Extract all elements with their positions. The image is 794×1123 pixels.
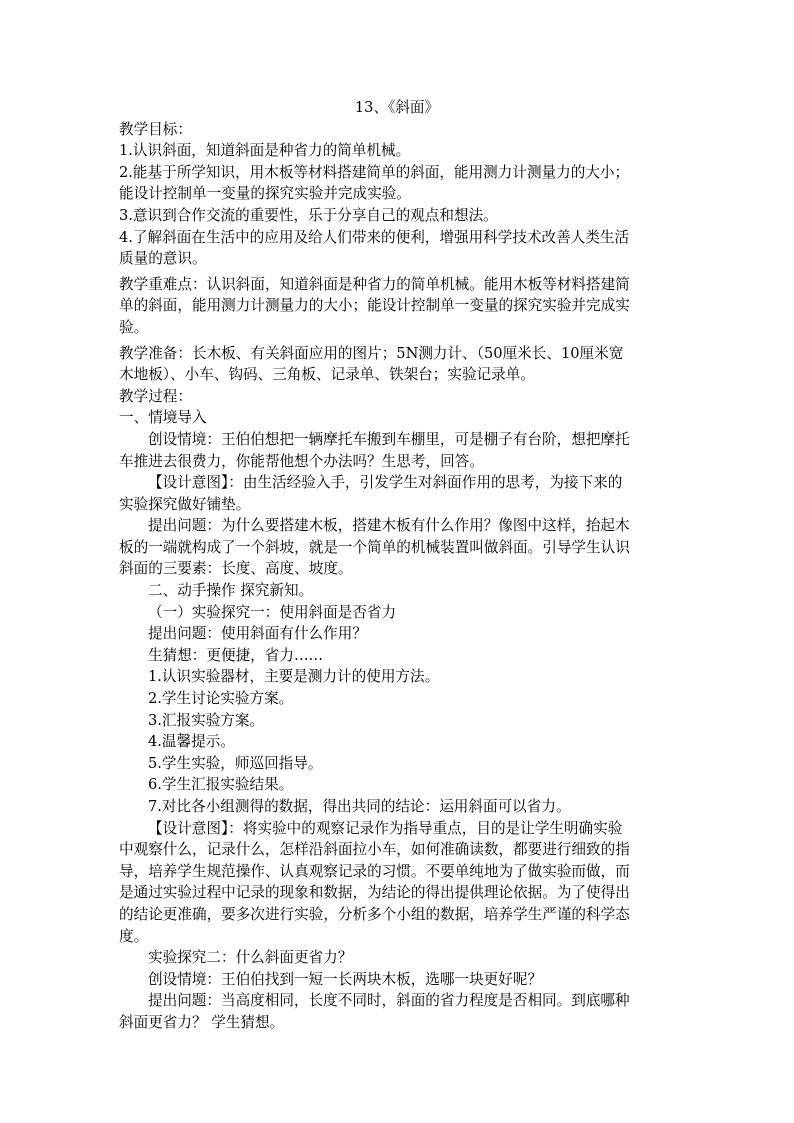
experiment-2-scenario: 创设情境：王伯伯找到一短一长两块木板，选哪一块更好呢？ [148, 970, 543, 988]
section-2-heading: 二、动手操作 探究新知。 [148, 582, 314, 600]
design-intent-2-cont-3: 是通过实验过程中记录的现象和数据，为结论的得出提供理论依据。为了使得出 [119, 884, 630, 902]
key-points-cont-2: 验。 [119, 318, 149, 336]
objective-4: 4.了解斜面在生活中的应用及给人们带来的便利，增强用科学技术改善人类生活 [119, 228, 630, 246]
document-page [119, 97, 675, 1034]
step-6: 6.学生汇报实验结果。 [148, 776, 294, 794]
heading-process: 教学过程： [119, 387, 192, 405]
design-intent-1: 【设计意图】：由生活经验入手，引发学生对斜面作用的思考，为接下来的 [148, 474, 623, 492]
step-4: 4.温馨提示。 [148, 733, 235, 751]
experiment-1-heading: （一）实验探究一：使用斜面是否省力 [148, 603, 397, 621]
design-intent-2-cont-1: 中观察什么，记录什么，怎样沿斜面拉小车，如何准确读数，都要进行细致的指 [119, 841, 630, 859]
preparation: 教学准备：长木板、有关斜面应用的图片；5N测力计、（50厘米长、10厘米宽 [119, 344, 624, 362]
objective-2-cont: 能设计控制单一变量的探究实验并完成实验。 [119, 185, 411, 203]
step-7: 7.对比各小组测得的数据，得出共同的结论：运用斜面可以省力。 [148, 798, 571, 815]
design-intent-1-cont: 实验探究做好铺垫。 [119, 495, 251, 513]
step-1: 1.认识实验器材，主要是测力计的使用方法。 [148, 668, 440, 686]
objective-4-cont: 质量的意识。 [119, 250, 207, 268]
step-2: 2.学生讨论实验方案。 [148, 690, 294, 708]
experiment-1-guess: 生猜想：更便捷，省力…… [148, 646, 324, 664]
document-title: 13、《斜面》 [354, 99, 440, 116]
key-points: 教学重难点：认识斜面，知道斜面是种省力的简单机械。能用木板等材料搭建简 [119, 275, 630, 293]
question-paragraph-cont-1: 板的一端就构成了一个斜坡，就是一个简单的机械装置叫做斜面。引导学生认识 [119, 538, 630, 556]
design-intent-2: 【设计意图】：将实验中的观察记录作为指导重点，目的是让学生明确实验 [148, 819, 623, 837]
step-5: 5.学生实验，师巡回指导。 [148, 754, 323, 772]
key-points-cont-1: 单的斜面，能用测力计测量力的大小；能设计控制单一变量的探究实验并完成实 [119, 297, 630, 315]
question-paragraph-cont-2: 斜面的三要素：长度、高度、坡度。 [119, 560, 353, 578]
section-1-heading: 一、情境导入 [119, 409, 207, 427]
objective-1: 1.认识斜面，知道斜面是种省力的简单机械。 [119, 142, 411, 160]
scenario-paragraph-cont: 车推进去很费力，你能帮他想个办法吗？生思考，回答。 [119, 452, 484, 470]
design-intent-2-cont-4: 的结论更准确，要多次进行实验，分析多个小组的数据，培养学生严谨的科学态 [119, 905, 630, 923]
objective-2: 2.能基于所学知识，用木板等材料搭建简单的斜面，能用测力计测量力的大小； [119, 163, 630, 181]
design-intent-2-cont-2: 导，培养学生规范操作、认真观察记录的习惯。不要单纯地为了做实验而做，而 [119, 862, 630, 880]
step-3: 3.汇报实验方案。 [148, 711, 265, 729]
scenario-paragraph: 创设情境：王伯伯想把一辆摩托车搬到车棚里，可是棚子有台阶，想把摩托 [148, 430, 630, 448]
question-paragraph: 提出问题：为什么要搭建木板，搭建木板有什么作用？像图中这样，抬起木 [148, 517, 630, 535]
experiment-2-heading: 实验探究二：什么斜面更省力？ [148, 949, 353, 967]
objective-3: 3.意识到合作交流的重要性，乐于分享自己的观点和想法。 [119, 206, 498, 224]
experiment-2-question: 提出问题：当高度相同，长度不同时，斜面的省力程度是否相同。到底哪种 [148, 992, 630, 1010]
experiment-1-question: 提出问题：使用斜面有什么作用？ [148, 625, 367, 643]
heading-objectives: 教学目标： [119, 120, 192, 138]
preparation-cont: 木地板）、小车、钩码、三角板、记录单、铁架台；实验记录单。 [119, 366, 535, 384]
experiment-2-question-cont: 斜面更省力？ 学生猜想。 [119, 1013, 285, 1031]
design-intent-2-cont-5: 度。 [119, 927, 149, 945]
